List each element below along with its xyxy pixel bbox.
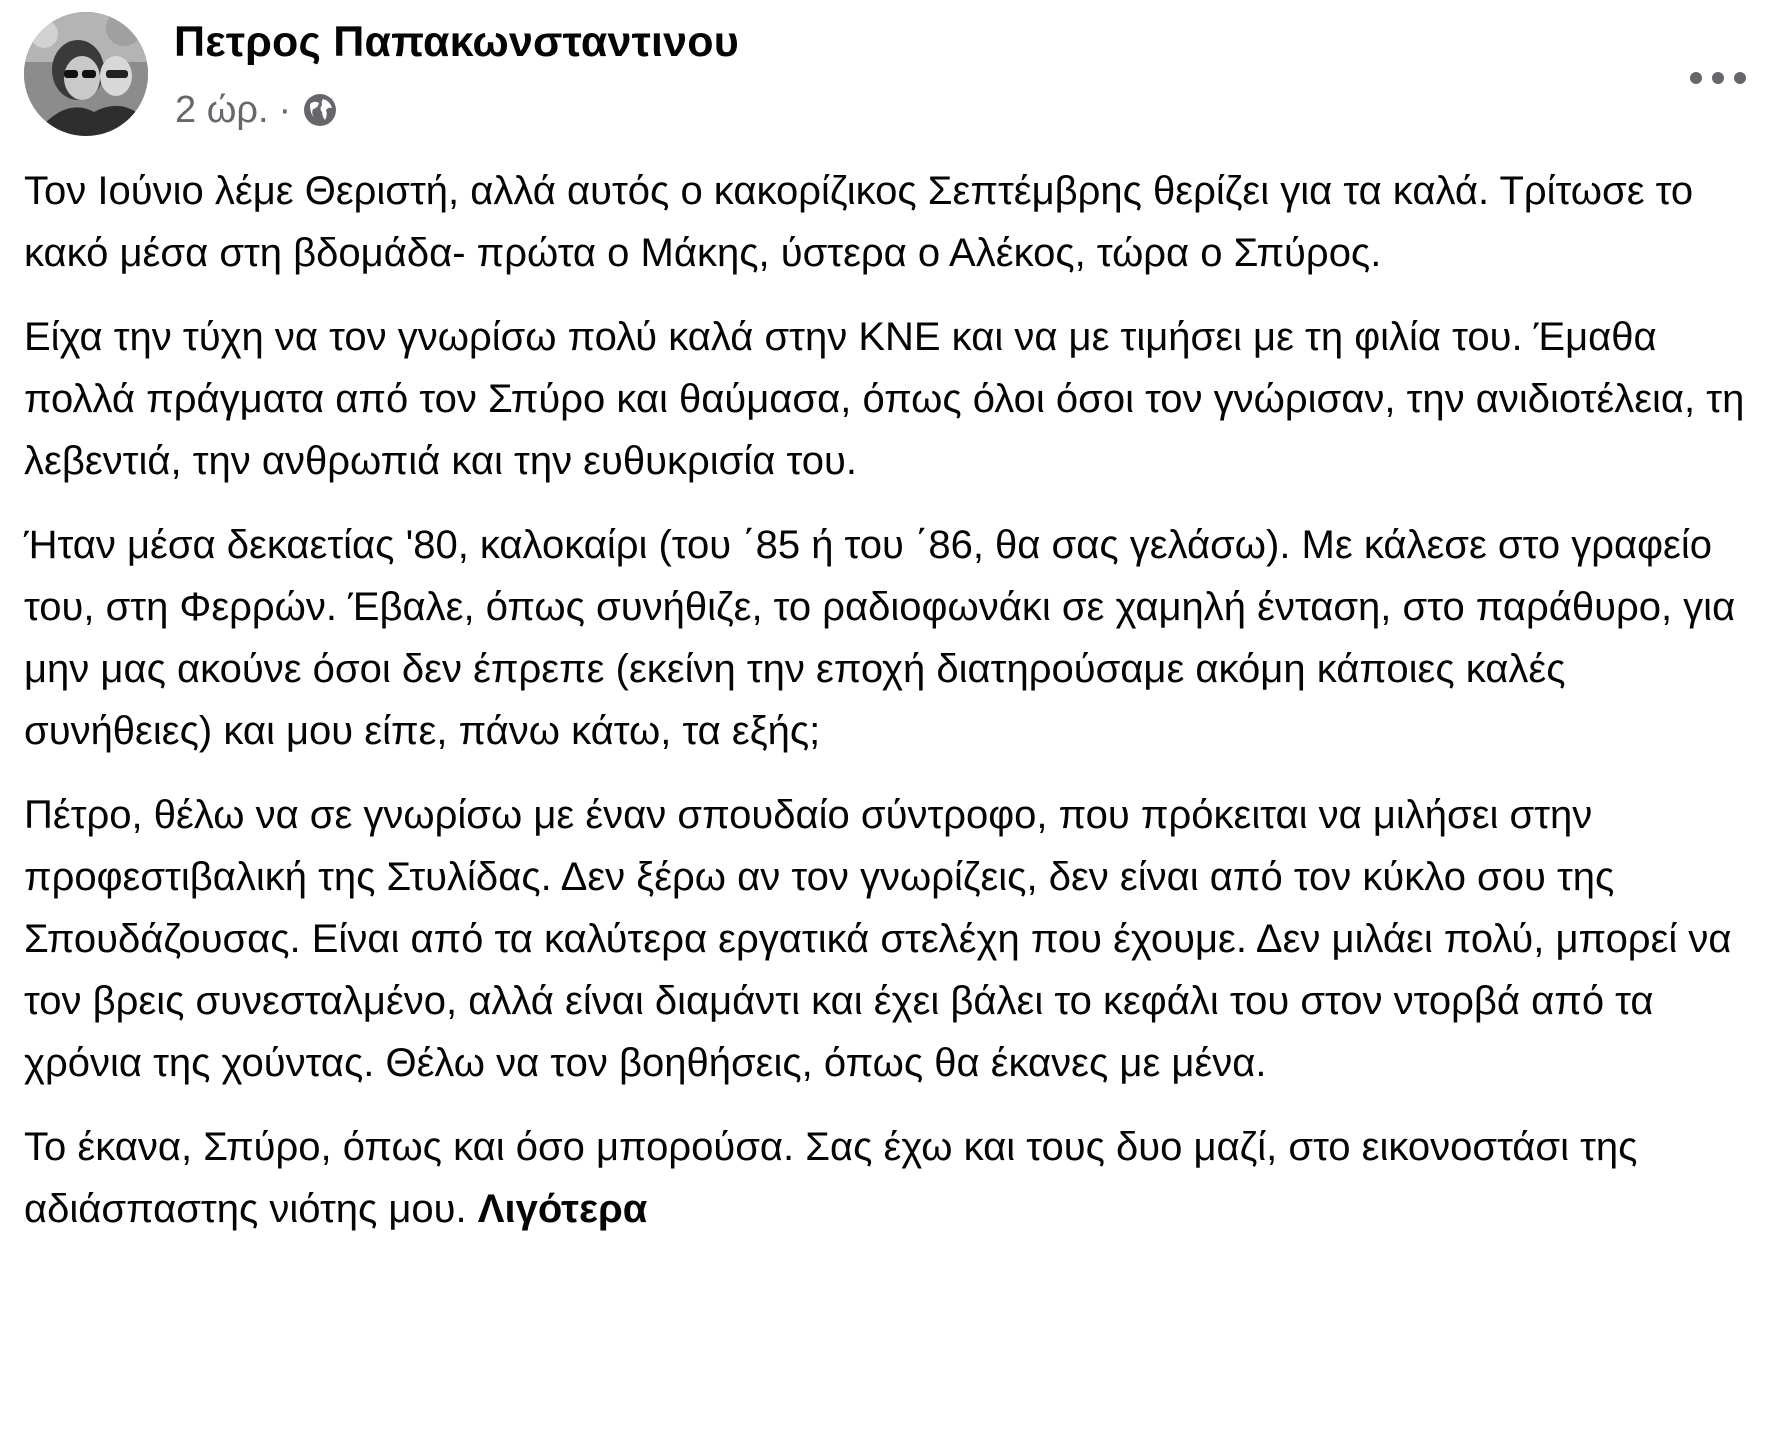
post-paragraph: Είχα την τύχη να τον γνωρίσω πολύ καλά στην ΚΝΕ και να με τιμήσει με τη φιλία του. Έμαθα πολλά πράγματα από τον Σπύρο και θαύμασα, όπως όλοι όσοι τον γνώρισαν, την ανιδιοτέλεια, τη λεβεντιά, την ανθρωπιά και την ευθυκρισία του. [24,315,1745,483]
post-paragraph: Ήταν μέσα δεκαετίας '80, καλοκαίρι (του ΄85 ή του ΄86, θα σας γελάσω). Με κάλεσε στο γραφείο του, στη Φερρών. Έβαλε, όπως συνήθιζε, το ραδιοφωνάκι σε χαμηλή ένταση, στο παράθυρο, για μην μας ακούνε όσοι δεν έπρεπε (εκείνη την εποχή διατηρούσαμε ακόμη κάποιες καλές συνήθειες) και μου είπε, πάνω κάτω, τα εξής; [24,523,1736,753]
post-header [24,12,1754,142]
more-dot-icon [1734,72,1746,84]
post-paragraph-text: Το έκανα, Σπύρο, όπως και όσο μπορούσα. Σας έχω και τους δυο μαζί, στο εικονοστάσι της αδιάσπαστης νιότης μου. [24,1125,1638,1231]
avatar[interactable] [24,12,148,136]
post-paragraph: Τον Ιούνιο λέμε Θεριστή, αλλά αυτός ο κακορίζικος Σεπτέμβρης θερίζει για τα καλά. Τρίτωσε το κακό μέσα στη βδομάδα- πρώτα ο Μάκης, ύστερα ο Αλέκος, τώρα ο Σπύρος. [24,169,1694,275]
more-dot-icon [1690,72,1702,84]
post-meta [175,84,339,136]
avatar-photo [24,12,148,136]
globe-icon[interactable] [301,91,339,129]
author-name[interactable]: Πετρος Παπακωνσταντινου [174,18,739,66]
more-options-button[interactable] [1690,58,1746,98]
post-paragraph-last [24,1116,1764,1240]
post-timestamp[interactable]: 2 ώρ. [175,88,269,131]
more-dot-icon [1712,72,1724,84]
post-paragraph: Πέτρο, θέλω να σε γνωρίσω με έναν σπουδαίο σύντροφο, που πρόκειται να μιλήσει στην προφεστιβαλική της Στυλίδας. Δεν ξέρω αν τον γνωρίζεις, δεν είναι από τον κύκλο σου της Σπουδάζουσας. Είναι από τα καλύτερα εργατικά στελέχη που έχουμε. Δεν μιλάει πολύ, μπορεί να τον βρεις συνεσταλμένο, αλλά είναι διαμάντι και έχει βάλει το κεφάλι του στον ντορβά από τα χρόνια της χούντας. Θέλω να τον βοηθήσεις, όπως θα έκανες με μένα. [24,793,1732,1085]
meta-separator: · [278,88,292,131]
post-text [24,160,1764,1262]
see-less-link[interactable]: Λιγότερα [477,1187,648,1231]
